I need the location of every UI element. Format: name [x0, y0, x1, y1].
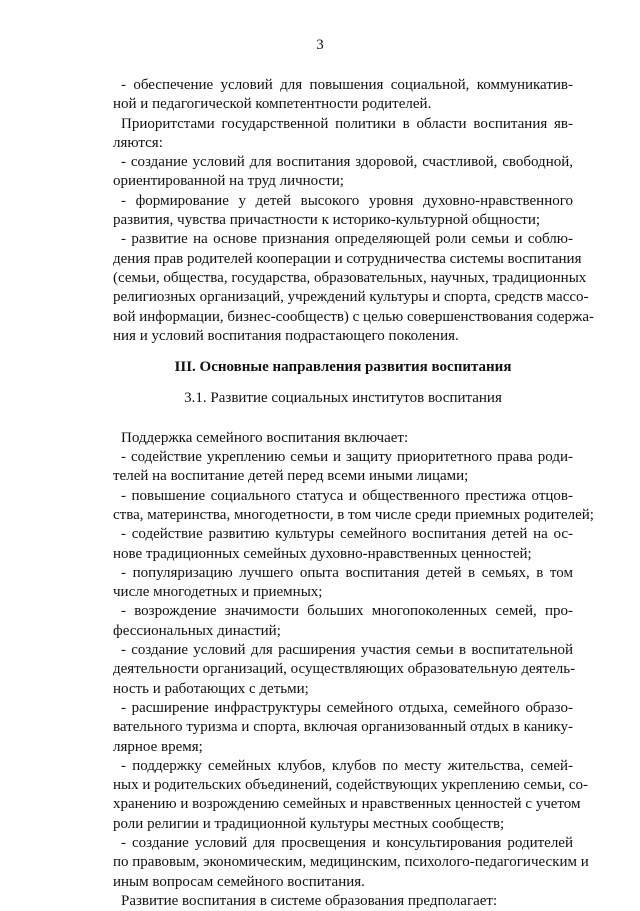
text-line: лярное время; — [113, 738, 203, 755]
paragraph-family-strengthening — [113, 448, 573, 487]
text-line: по правовым, экономическим, медицинским, психолого-педагогическим и — [113, 854, 589, 871]
text-line: Приоритстами государственной политики в области воспитания яв- — [121, 115, 573, 132]
text-line: - расширение инфраструктуры семейного отдыха, семейного образо- — [121, 699, 573, 716]
text-line: ной и педагогической компетентности родителей. — [113, 96, 432, 113]
text-line: - популяризацию лучшего опыта воспитания детей в семьях, в том — [121, 564, 573, 581]
text-line: иным вопросам семейного воспитания. — [113, 873, 365, 890]
paragraph-family-support-intro — [113, 429, 573, 448]
text-line: Развитие воспитания в системе образования предполагает: — [121, 892, 498, 909]
text-line: ляются: — [113, 134, 163, 151]
paragraph-parent-competence — [113, 76, 573, 115]
paragraph-family-clubs — [113, 757, 589, 834]
text-line: - формирование у детей высокого уровня духовно-нравственного — [121, 192, 573, 209]
text-line: хранению и возрождению семейных и нравственных ценностей с учетом — [113, 796, 581, 813]
paragraph-spiritual-development — [113, 192, 573, 231]
text-line: телей на воспитание детей перед всеми иными лицами; — [113, 468, 469, 485]
text-line: - развитие на основе признания определяющей роли семьи и соблю- — [121, 231, 573, 248]
text-line: деятельности организаций, осуществляющих образовательную деятель- — [113, 661, 576, 678]
paragraph-family-culture — [113, 525, 573, 564]
text-line: ства, материнства, многодетности, в том числе среди приемных родителей; — [113, 506, 594, 523]
text-line: - создание условий для расширения участия семьи в воспитательной — [121, 642, 573, 659]
text-line: вательного туризма и спорта, включая организованный отдых в канику- — [113, 719, 573, 736]
text-line: религиозных организаций, учреждений культуры и спорта, средств массо- — [113, 289, 589, 306]
text-line: ориентированной на труд личности; — [113, 173, 344, 190]
text-line: - содействие укреплению семьи и защиту приоритетного права роди- — [121, 449, 573, 466]
text-line: - поддержку семейных клубов, клубов по месту жительства, семей- — [121, 757, 573, 774]
paragraph-social-status — [113, 487, 594, 526]
subsection-heading: 3.1. Развитие социальных институтов воспитания — [184, 390, 502, 407]
text-line: - создание условий для воспитания здоровой, счастливой, свободной, — [121, 154, 573, 171]
paragraph-education-system-intro — [113, 892, 573, 911]
text-line: фессиональных династий; — [113, 622, 281, 639]
text-line: числе многодетных и приемных; — [113, 584, 323, 601]
text-line: - обеспечение условий для повышения социальной, коммуникатив- — [121, 77, 573, 93]
text-line: Поддержка семейного воспитания включает: — [121, 429, 409, 446]
paragraph-family-leisure — [113, 699, 573, 757]
text-line: нове традиционных семейных духовно-нравственных ценностей; — [113, 545, 532, 562]
document-body — [113, 76, 595, 911]
text-line: вой информации, бизнес-сообществ) с целью совершенствования содержа- — [113, 308, 595, 325]
paragraph-family-participation — [113, 641, 576, 699]
section-heading: III. Основные направления развития воспитания — [174, 359, 512, 376]
text-line: - повышение социального статуса и общественного престижа отцов- — [121, 487, 573, 504]
text-line: - возрождение значимости больших многопоколенных семей, про- — [121, 603, 573, 620]
page-number: 3 — [316, 37, 324, 53]
text-line: ния и условий воспитания подрастающего поколения. — [113, 327, 459, 344]
text-line: ность и работающих с детьми; — [113, 680, 309, 697]
paragraph-family-cooperation — [113, 230, 595, 346]
text-line: роли религии и традиционной культуры местных сообществ; — [113, 815, 505, 832]
text-line: (семьи, общества, государства, образовательных, научных, традиционных — [113, 269, 587, 286]
text-line: - создание условий для просвещения и консультирования родителей — [121, 834, 573, 851]
text-line: ных и родительских объединений, содействующих укреплению семьи, со- — [113, 777, 589, 794]
text-line: развития, чувства причастности к историко-культурной общности; — [113, 212, 541, 229]
paragraph-parent-consulting — [113, 834, 589, 892]
paragraph-priorities — [113, 115, 573, 154]
paragraph-best-practice — [113, 564, 573, 603]
paragraph-healthy-personality — [113, 153, 573, 192]
text-line: - содействие развитию культуры семейного воспитания детей на ос- — [121, 526, 573, 543]
paragraph-multigenerational — [113, 602, 573, 641]
text-line: дения прав родителей кооперации и сотрудничества системы воспитания — [113, 250, 582, 267]
